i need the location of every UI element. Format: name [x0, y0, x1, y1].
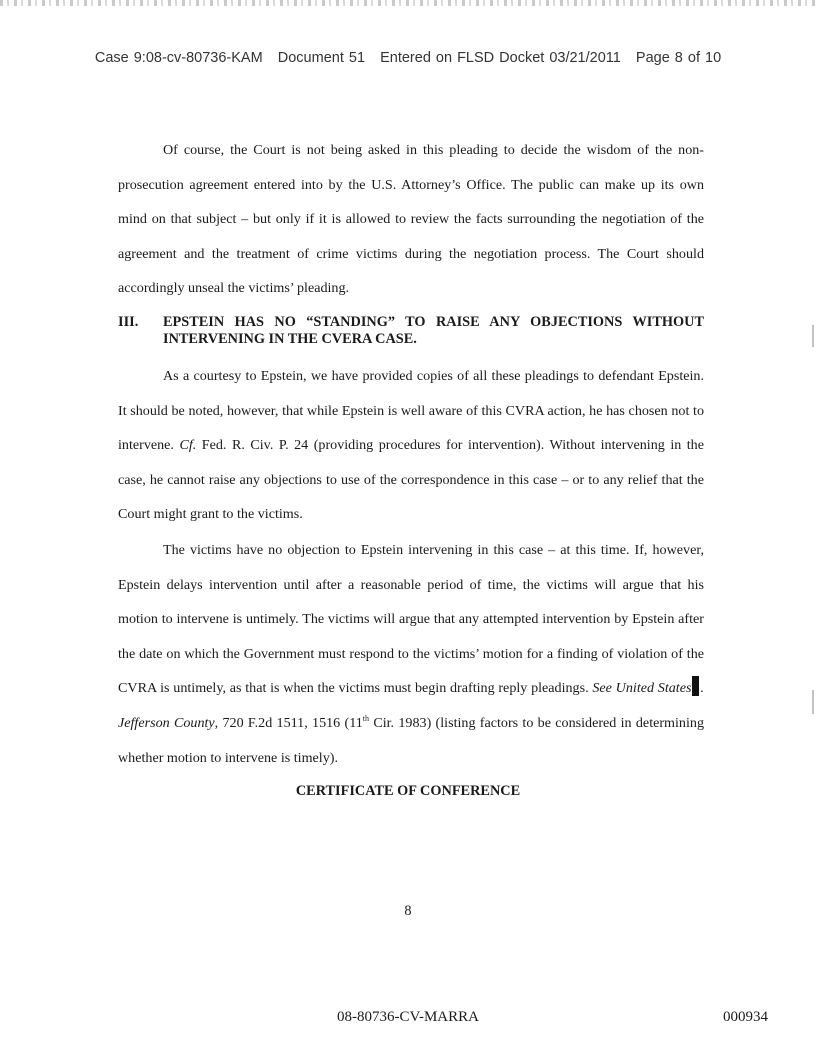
section-title: EPSTEIN HAS NO “STANDING” TO RAISE ANY OBJECTIONS WITHOUT INTERVENING IN THE CVERA CASE. — [163, 314, 704, 347]
paragraph-text: Fed. R. Civ. P. 24 (providing procedures for intervention). Without intervening in the case, he cannot raise any objections to use of the correspondence in this case – or to any relief that the Court might grant to the victims. — [118, 437, 704, 523]
citation-party: . Jefferson County — [118, 680, 704, 731]
citation-case-name: See United States — [592, 680, 692, 697]
scan-margin-mark — [812, 325, 814, 347]
section-number: III. — [118, 314, 139, 330]
citation-end: Cir. 1983) (listing factors to be considered in determining whether motion to intervene is timely). — [118, 714, 704, 766]
court-docket-header: Case 9:08-cv-80736-KAM Document 51 Entered on FLSD Docket 03/21/2011 Page 8 of 10 — [94, 50, 722, 66]
footer-case-id: 08-80736-CV-MARRA — [337, 1009, 479, 1025]
paragraph-text: As a courtesy to Epstein, we have provided copies of all these pleadings to defendant Epstein. It should be noted, however, that while Epstein is well aware of this CVRA action, he has chosen not to intervene. — [118, 368, 704, 454]
paragraph-text: The victims have no objection to Epstein intervening in this case – at this time. If, however, Epstein delays intervention until after a reasonable period of time, the victims will argue that his motion to intervene is untimely. The victims will argue that any attempted intervention by Epstein after the date on which the Government must respond to the victims’ motion for a finding of violation of the CVRA is untimely, as that is when the victims must begin drafting reply pleadings. — [118, 542, 704, 697]
scan-margin-mark — [812, 690, 814, 714]
redaction-mark — [692, 676, 699, 696]
certificate-heading: CERTIFICATE OF CONFERENCE — [295, 783, 521, 799]
paragraph-unseal: Of course, the Court is not being asked in this pleading to decide the wisdom of the non-prosecution agreement entered into by the U.S. Attorney’s Office. The public can make up its own mind on that subject – but only if it is allowed to review the facts surrounding the negotiation of the agreement and the treatment of crime victims during the negotiation process. The Court should accordingly unseal the victims’ pleading. — [118, 142, 704, 297]
paragraph-standing — [118, 359, 704, 532]
footer-bates-number: 000934 — [723, 1009, 768, 1025]
scan-artifact-top — [0, 0, 816, 6]
citation-superscript: th — [362, 713, 370, 723]
citation-signal: Cf. — [179, 437, 197, 454]
citation-reporter: , 720 F.2d 1511, 1516 (11 — [214, 714, 363, 731]
page-number: 8 — [404, 903, 412, 919]
section-heading — [118, 314, 704, 348]
paragraph-timeliness — [118, 533, 704, 775]
